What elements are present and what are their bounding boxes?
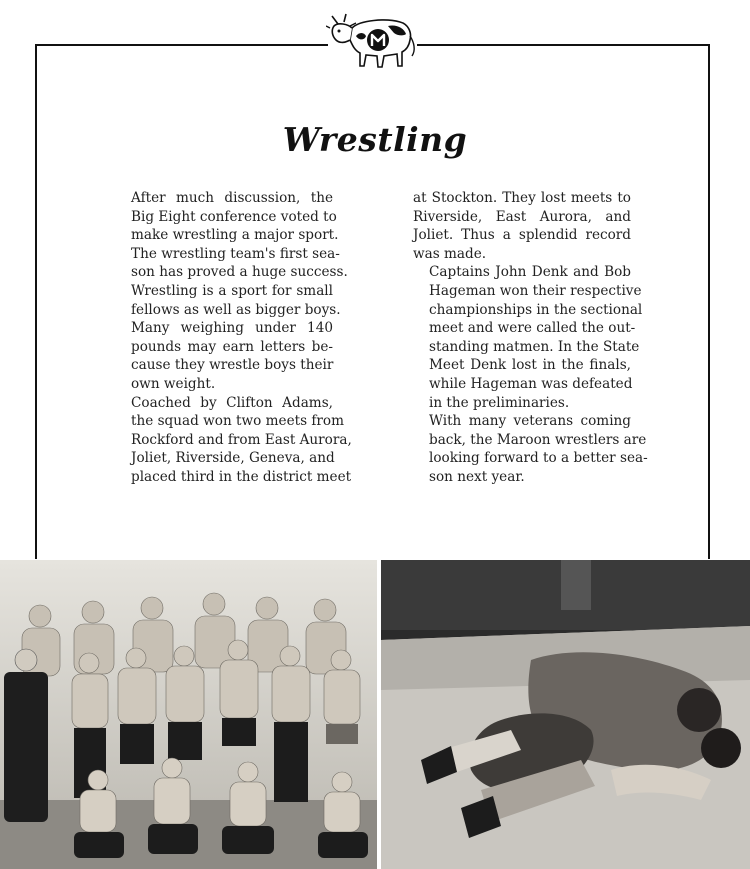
text-line: son has proved a huge success. xyxy=(131,264,348,281)
text-line: Joliet, Riverside, Geneva, and xyxy=(131,450,335,467)
text-line: pounds may earn letters be- xyxy=(131,338,333,355)
text-line: standing matmen. In the State xyxy=(429,338,640,355)
paragraph xyxy=(115,189,348,282)
text-line: The wrestling team's first sea- xyxy=(131,245,340,262)
text-line: placed third in the district meet xyxy=(131,468,352,485)
text-line: cause they wrestle boys their xyxy=(131,357,334,374)
text-line: while Hageman was defeated xyxy=(429,375,633,392)
paragraph xyxy=(413,263,643,412)
text-line: in the preliminaries. xyxy=(429,394,570,411)
paragraph xyxy=(413,412,648,486)
text-line: meet and were called the out- xyxy=(429,320,636,337)
text-line: Riverside, East Aurora, and xyxy=(413,208,631,225)
text-line: Captains John Denk and Bob xyxy=(429,264,631,281)
article-column-left xyxy=(115,189,352,487)
text-line: make wrestling a major sport. xyxy=(131,227,339,244)
paragraph xyxy=(413,189,631,263)
text-line: back, the Maroon wrestlers are xyxy=(429,431,647,448)
text-line: was made. xyxy=(413,245,487,262)
text-line: son next year. xyxy=(429,468,525,485)
text-line: looking forward to a better sea- xyxy=(429,450,648,467)
text-line: After much discussion, the xyxy=(131,190,333,206)
text-line: Many weighing under 140 xyxy=(131,320,333,337)
article-column-right xyxy=(413,189,648,487)
text-line: Meet Denk lost in the finals, xyxy=(429,357,631,374)
page-title: Wrestling xyxy=(282,120,468,159)
text-line: Wrestling is a sport for small xyxy=(131,282,333,299)
text-line: the squad won two meets from xyxy=(131,413,344,430)
paragraph xyxy=(115,282,341,394)
team-photo xyxy=(0,560,377,869)
paragraph xyxy=(115,394,352,487)
frame-top-left-rule xyxy=(35,44,328,46)
text-line: own weight. xyxy=(131,375,216,392)
text-line: Coached by Clifton Adams, xyxy=(131,394,333,411)
text-line: championships in the sectional xyxy=(429,301,643,318)
text-line: Big Eight conference voted to xyxy=(131,208,337,225)
text-line: at Stockton. They lost meets to xyxy=(413,190,631,206)
frame-top-right-rule xyxy=(417,44,710,46)
wrestling-match-photo xyxy=(381,560,750,869)
text-line: fellows as well as bigger boys. xyxy=(131,301,341,318)
cow-logo-icon xyxy=(326,6,418,74)
text-line: Rockford and from East Aurora, xyxy=(131,431,352,448)
text-line: Hageman won their respective xyxy=(429,282,642,299)
text-line: With many veterans coming xyxy=(429,413,631,430)
text-line: Joliet. Thus a splendid record xyxy=(413,227,631,244)
